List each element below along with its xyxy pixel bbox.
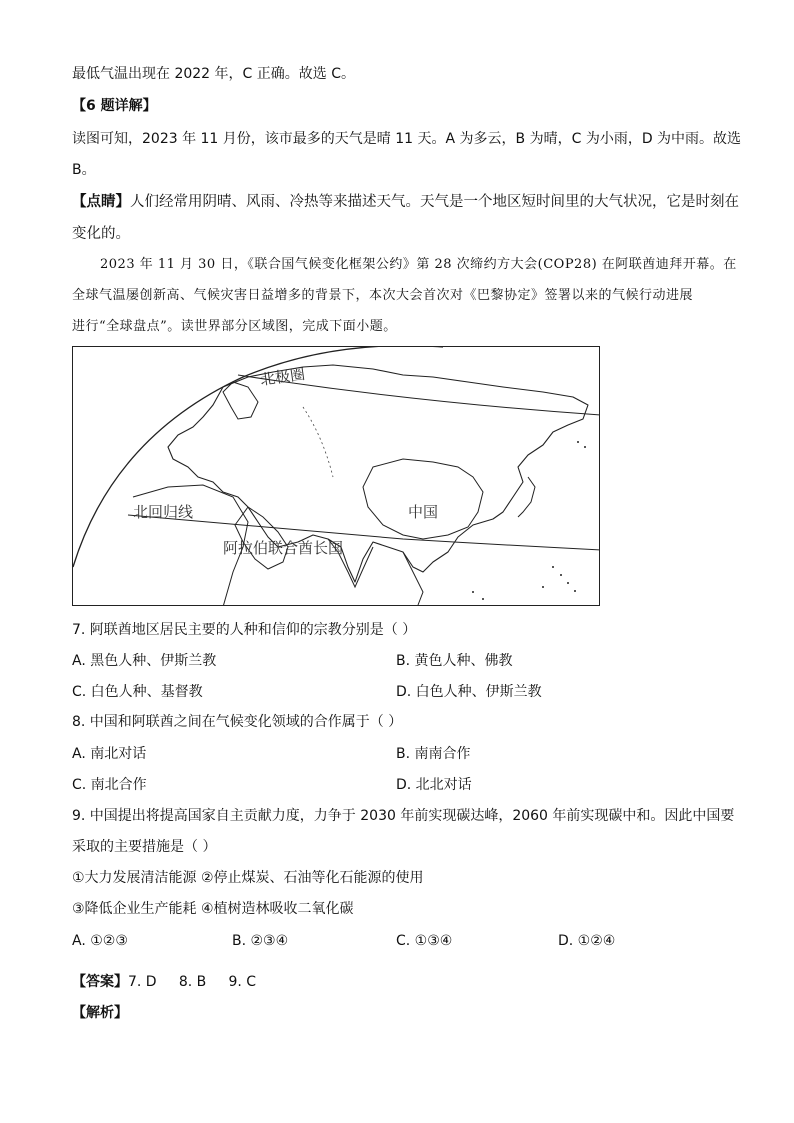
answer-line (72, 972, 256, 992)
tropic-of-cancer-label: 北回归线 (133, 503, 194, 521)
intro-line-2: 全球气温屡创新高、气候灾害日益增多的背景下，本次大会首次对《巴黎协定》签署以来的气候行动进展 (72, 288, 694, 303)
map-drawing (73, 347, 600, 606)
q9-measure-items-2: ③降低企业生产能耗 ④植树造林吸收二氧化碳 (72, 901, 354, 917)
intro-line-3: 进行“全球盘点”。读世界部分区域图，完成下面小题。 (72, 319, 397, 334)
answer-label: 【答案】 (72, 974, 128, 990)
tropic-of-cancer-line (128, 515, 600, 550)
q8-option-d[interactable]: D. 北北对话 (396, 777, 472, 793)
q9-stem-cont: 采取的主要措施是（ ） (72, 839, 217, 855)
point-paragraph (72, 192, 739, 212)
q6-detail-text: 读图可知，2023 年 11 月份，该市最多的天气是晴 11 天。A 为多云，B 为晴，C 为小雨，D 为中雨。故选 (72, 131, 742, 147)
q9-option-b[interactable]: B. ②③④ (232, 933, 289, 949)
q8-stem: 8. 中国和阿联酋之间在气候变化领域的合作属于（ ） (72, 714, 403, 730)
scandinavia-outline (223, 382, 258, 419)
q7-option-d[interactable]: D. 白色人种、伊斯兰教 (396, 684, 542, 700)
q7-option-b[interactable]: B. 黄色人种、佛教 (396, 653, 513, 669)
japan-outline (518, 477, 535, 517)
southeast-asia-outline (403, 552, 423, 605)
intro-line-1: 2023 年 11 月 30 日，《联合国气候变化框架公约》第 28 次缔约方大会(COP28) 在阿联酋迪拜开幕。在 (100, 257, 737, 272)
globe-edge-line (73, 347, 443, 567)
q8-option-c[interactable]: C. 南北合作 (72, 777, 147, 793)
border-dotted-line (303, 407, 333, 477)
prev-answer-line: 最低气温出现在 2022 年，C 正确。故选 C。 (72, 66, 355, 82)
uae-label: 阿拉伯联合酋长国 (223, 539, 344, 557)
q6-detail-text-cont: B。 (72, 162, 96, 178)
point-text-cont: 变化的。 (72, 226, 130, 242)
world-region-map (72, 346, 600, 606)
q8-option-b[interactable]: B. 南南合作 (396, 746, 471, 762)
q8-option-a[interactable]: A. 南北对话 (72, 746, 147, 762)
arctic-circle-label: 北极圈 (259, 364, 307, 389)
q7-option-a[interactable]: A. 黑色人种、伊斯兰教 (72, 653, 217, 669)
q9-option-c[interactable]: C. ①③④ (396, 933, 453, 949)
q9-measure-items-1: ①大力发展清洁能源 ②停止煤炭、石油等化石能源的使用 (72, 870, 424, 886)
q7-stem: 7. 阿联酋地区居民主要的人种和信仰的宗教分别是（ ） (72, 622, 417, 638)
q9-option-a[interactable]: A. ①②③ (72, 933, 128, 949)
q6-detail-heading: 【6 题详解】 (72, 98, 157, 114)
china-outline (363, 459, 483, 539)
answer-text: 7. D 8. B 9. C (128, 974, 257, 990)
q9-option-d[interactable]: D. ①②④ (558, 933, 616, 949)
analysis-label: 【解析】 (72, 1005, 128, 1021)
point-text: 人们经常用阴晴、风雨、冷热等来描述天气。天气是一个地区短时间里的大气状况，它是时刻在 (130, 194, 739, 210)
arabian-peninsula-outline (235, 507, 288, 569)
q7-option-c[interactable]: C. 白色人种、基督教 (72, 684, 203, 700)
q9-stem: 9. 中国提出将提高国家自主贡献力度，力争于 2030 年前实现碳达峰，2060 年前实现碳中和。因此中国要 (72, 808, 735, 824)
point-label: 【点睛】 (72, 194, 130, 210)
china-label: 中国 (408, 503, 439, 521)
